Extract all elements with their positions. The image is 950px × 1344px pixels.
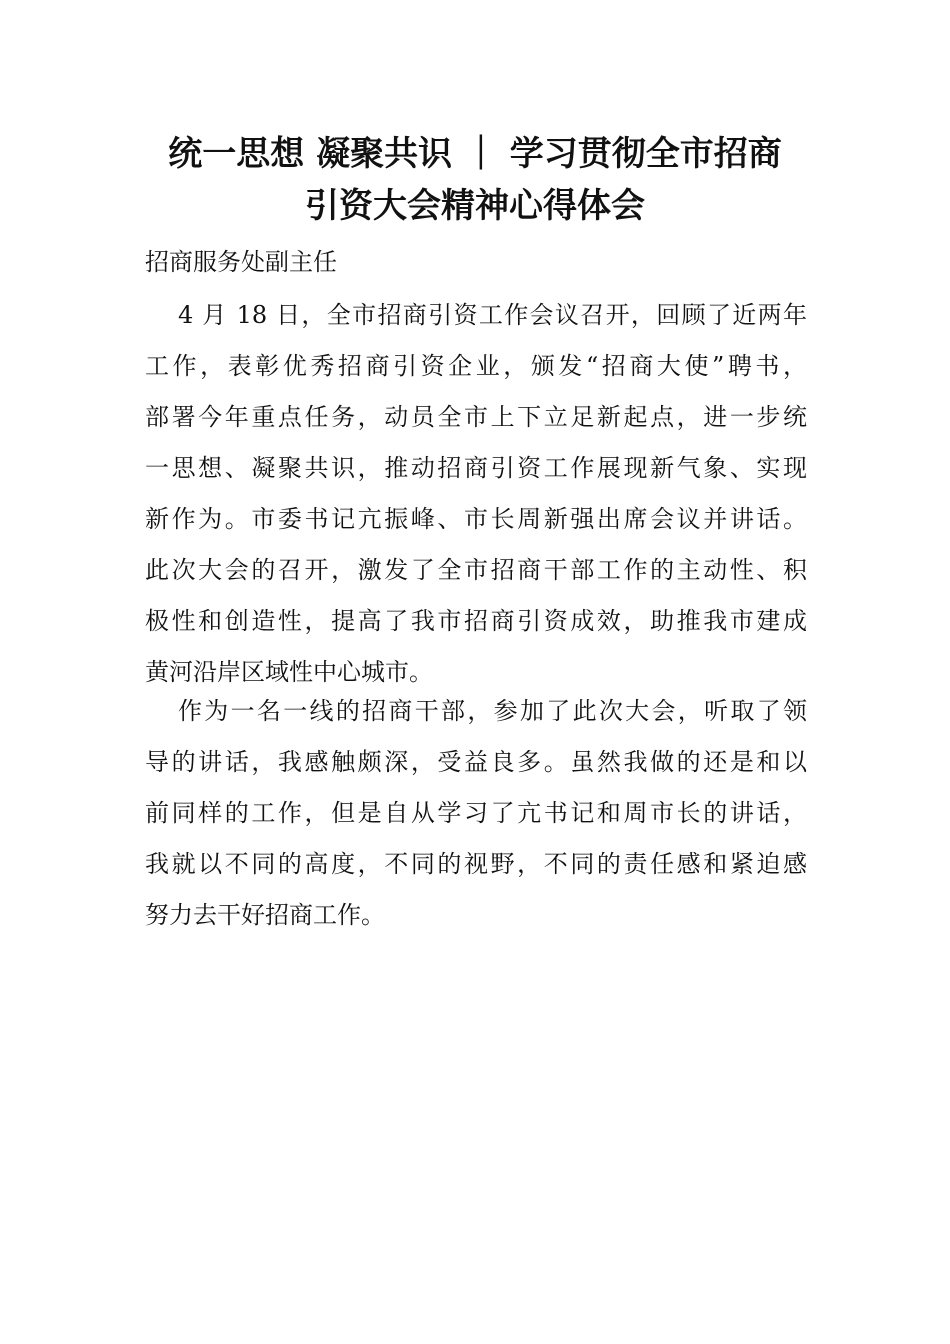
paragraph-line: 导的讲话，我感触颇深，受益良多。虽然我做的还是和以	[145, 748, 807, 776]
paragraph-line: 我就以不同的高度，不同的视野，不同的责任感和紧迫感	[145, 850, 807, 878]
title-line-1: 统一思想 凝聚共识 ｜ 学习贯彻全市招商	[168, 134, 782, 174]
title-line-2: 引资大会精神心得体会	[305, 186, 645, 226]
paragraph-line: 作为一名一线的招商干部，参加了此次大会，听取了领	[178, 697, 807, 725]
paragraph-line: 4 月 18 日，全市招商引资工作会议召开，回顾了近两年	[178, 301, 807, 329]
paragraph-line: 部署今年重点任务，动员全市上下立足新起点，进一步统	[145, 403, 807, 431]
paragraph-1	[145, 290, 807, 698]
paragraph-line: 此次大会的召开，激发了全市招商干部工作的主动性、积	[145, 556, 807, 584]
paragraph-2	[145, 686, 807, 941]
paragraph-line: 努力去干好招商工作。	[145, 901, 385, 929]
paragraph-line: 一思想、凝聚共识，推动招商引资工作展现新气象、实现	[145, 454, 807, 482]
paragraph-line: 工作，表彰优秀招商引资企业，颁发“招商大使”聘书，	[145, 352, 807, 380]
paragraph-line: 黄河沿岸区域性中心城市。	[145, 658, 433, 686]
document-title	[120, 128, 830, 232]
paragraph-line: 极性和创造性，提高了我市招商引资成效，助推我市建成	[145, 607, 807, 635]
paragraph-line: 前同样的工作，但是自从学习了亢书记和周市长的讲话，	[145, 799, 807, 827]
author-line: 招商服务处副主任	[145, 248, 337, 276]
paragraph-line: 新作为。市委书记亢振峰、市长周新强出席会议并讲话。	[145, 505, 807, 533]
